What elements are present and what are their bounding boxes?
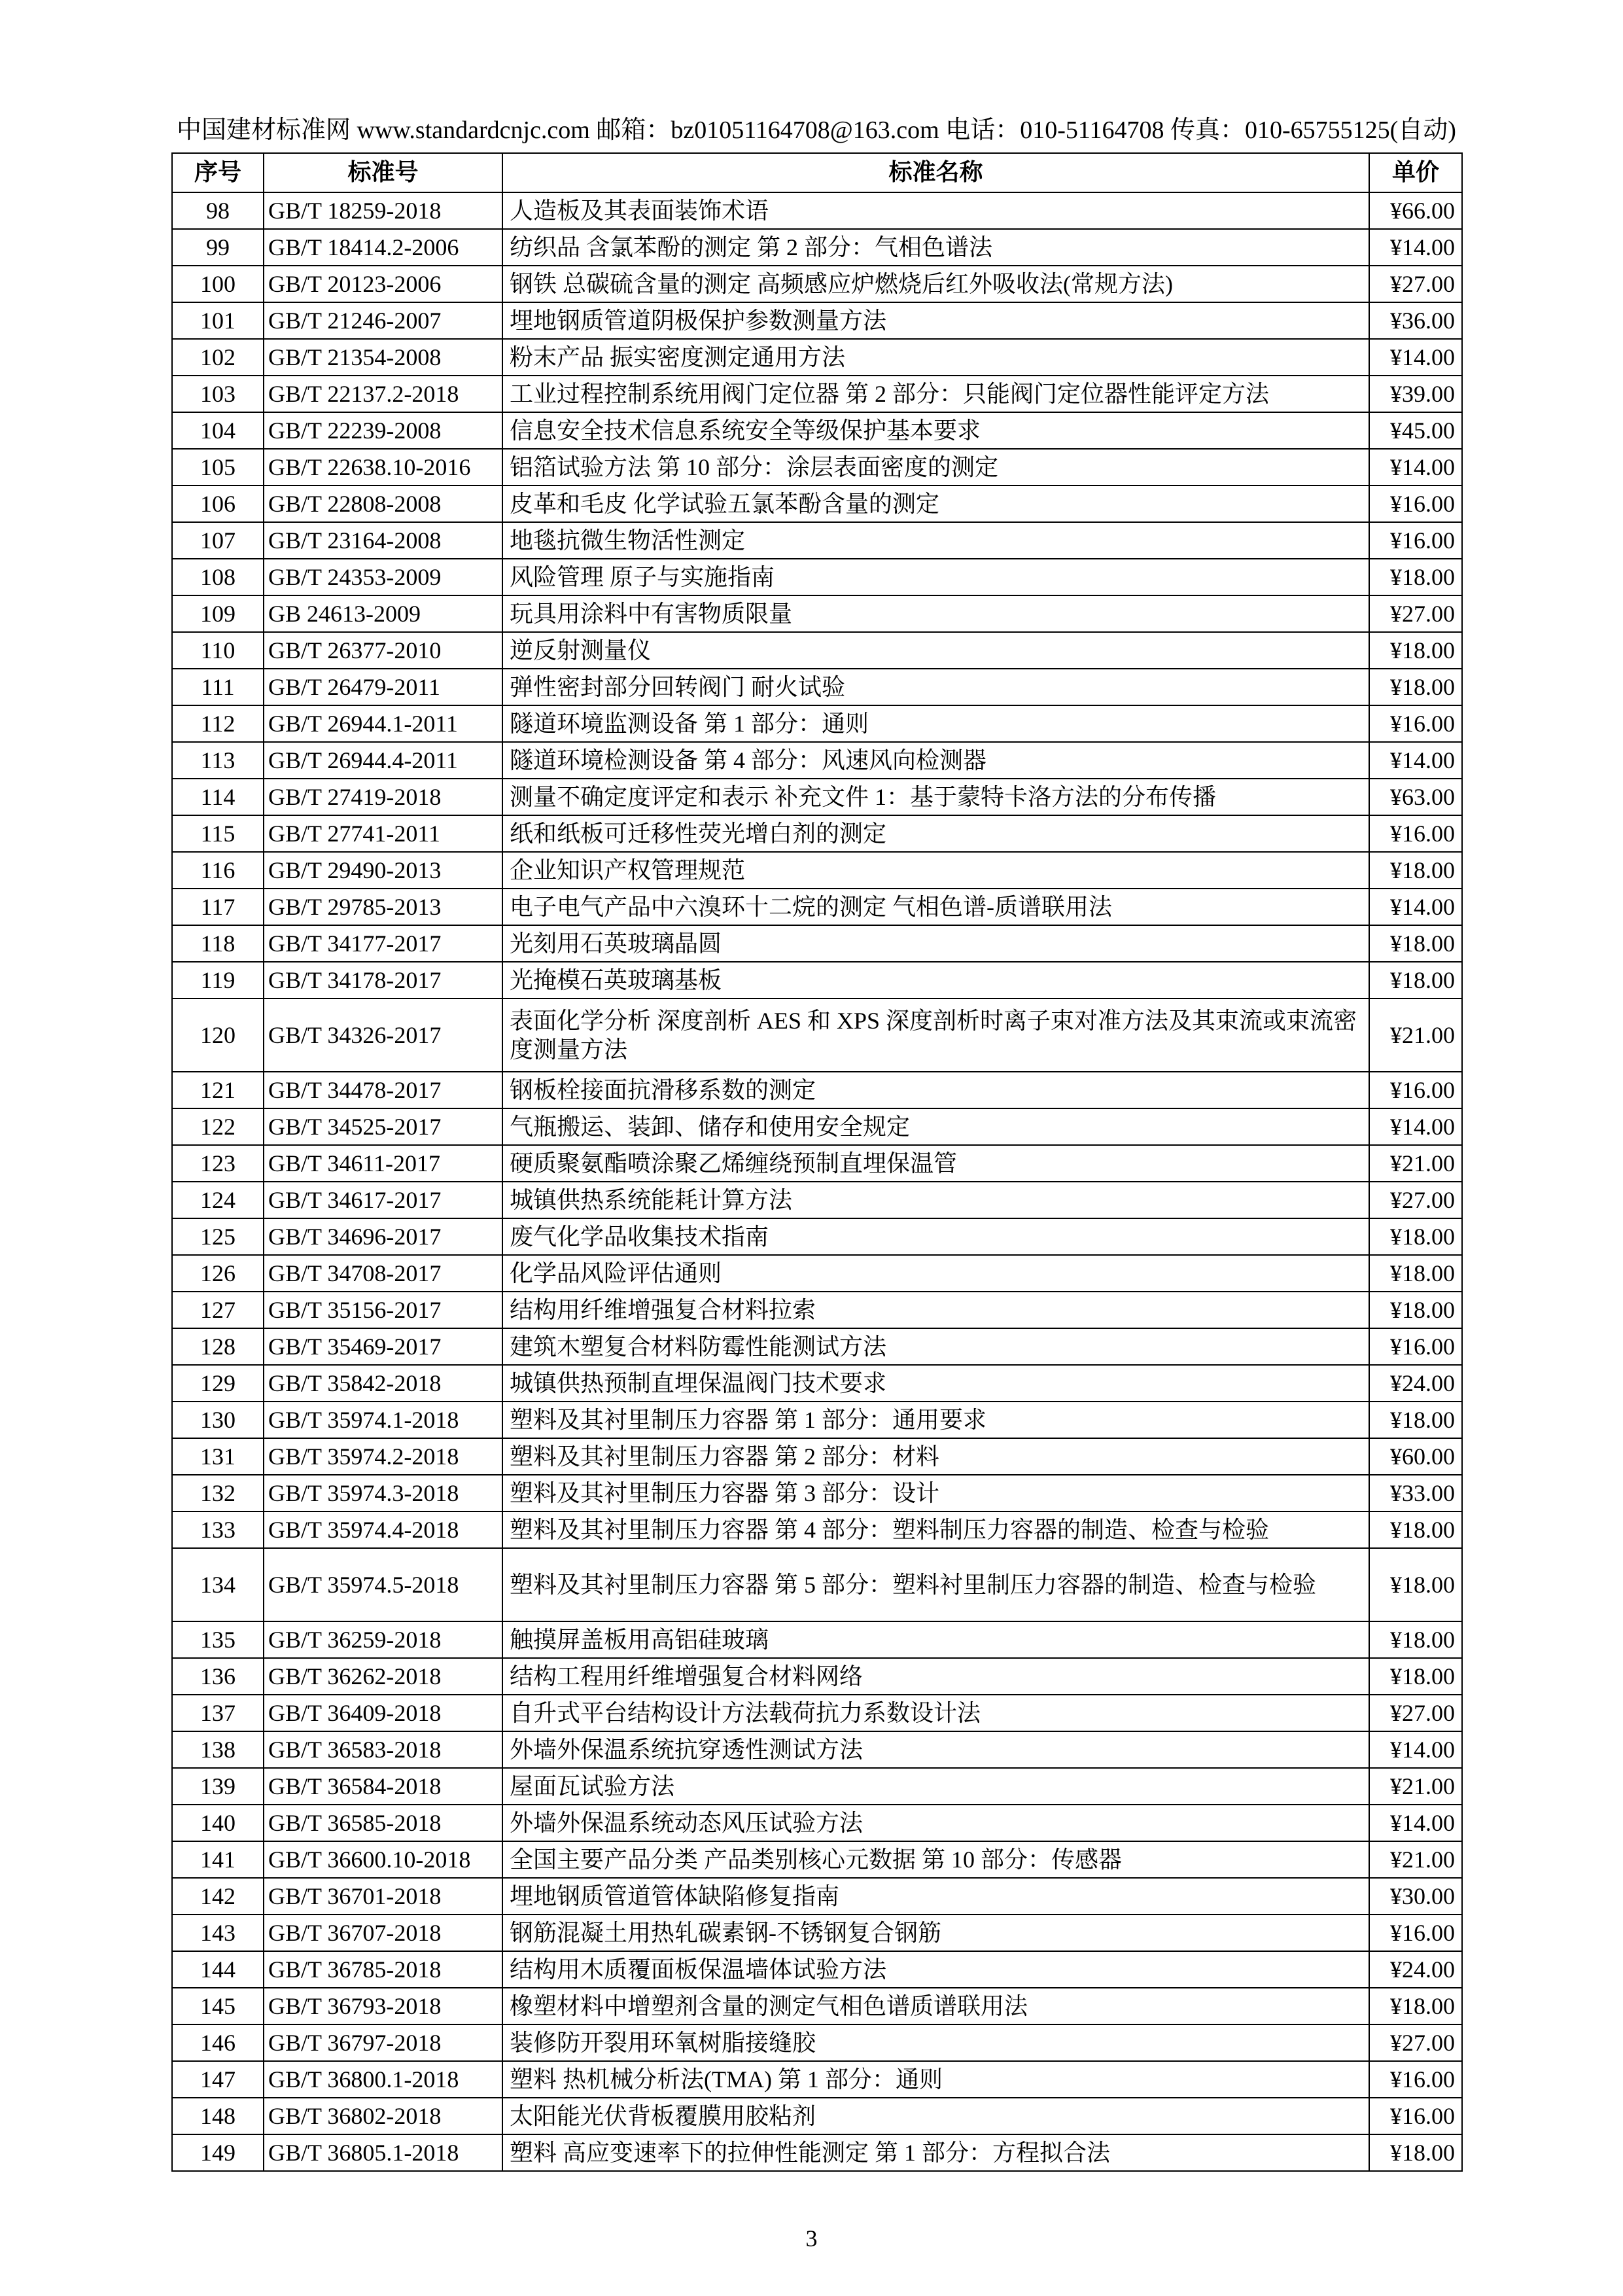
cell-price: ¥16.00 — [1369, 1328, 1462, 1365]
cell-name: 地毯抗微生物活性测定 — [502, 522, 1369, 559]
cell-price: ¥16.00 — [1369, 1915, 1462, 1951]
cell-price: ¥16.00 — [1369, 2098, 1462, 2134]
cell-code: GB/T 34478-2017 — [264, 1072, 502, 1108]
cell-code: GB/T 36785-2018 — [264, 1951, 502, 1988]
cell-seq: 109 — [172, 595, 264, 632]
cell-price: ¥18.00 — [1369, 1621, 1462, 1658]
cell-seq: 101 — [172, 302, 264, 339]
cell-code: GB/T 27419-2018 — [264, 779, 502, 815]
cell-name: 塑料及其衬里制压力容器 第 2 部分：材料 — [502, 1438, 1369, 1475]
cell-name: 信息安全技术信息系统安全等级保护基本要求 — [502, 412, 1369, 449]
cell-code: GB/T 36805.1-2018 — [264, 2134, 502, 2171]
table-row — [172, 2098, 1462, 2134]
cell-name: 建筑木塑复合材料防霉性能测试方法 — [502, 1328, 1369, 1365]
cell-price: ¥18.00 — [1369, 2134, 1462, 2171]
cell-code: GB/T 29490-2013 — [264, 852, 502, 889]
cell-seq: 134 — [172, 1548, 264, 1621]
cell-name: 塑料及其衬里制压力容器 第 3 部分：设计 — [502, 1475, 1369, 1511]
cell-price: ¥16.00 — [1369, 1072, 1462, 1108]
cell-seq: 146 — [172, 2024, 264, 2061]
page-number: 3 — [805, 2225, 818, 2252]
cell-price: ¥45.00 — [1369, 412, 1462, 449]
cell-price: ¥16.00 — [1369, 705, 1462, 742]
cell-code: GB/T 35974.3-2018 — [264, 1475, 502, 1511]
cell-name: 钢板栓接面抗滑移系数的测定 — [502, 1072, 1369, 1108]
cell-price: ¥27.00 — [1369, 1182, 1462, 1218]
cell-price: ¥63.00 — [1369, 779, 1462, 815]
cell-code: GB/T 21246-2007 — [264, 302, 502, 339]
cell-name: 自升式平台结构设计方法载荷抗力系数设计法 — [502, 1695, 1369, 1731]
cell-seq: 135 — [172, 1621, 264, 1658]
cell-price: ¥14.00 — [1369, 449, 1462, 486]
table-row — [172, 595, 1462, 632]
cell-seq: 130 — [172, 1402, 264, 1438]
cell-price: ¥18.00 — [1369, 1511, 1462, 1548]
cell-price: ¥27.00 — [1369, 595, 1462, 632]
table-row — [172, 266, 1462, 302]
table-row — [172, 449, 1462, 486]
cell-name: 化学品风险评估通则 — [502, 1255, 1369, 1292]
cell-code: GB/T 34617-2017 — [264, 1182, 502, 1218]
cell-price: ¥21.00 — [1369, 1841, 1462, 1878]
cell-price: ¥18.00 — [1369, 1218, 1462, 1255]
cell-name: 气瓶搬运、装卸、储存和使用安全规定 — [502, 1108, 1369, 1145]
cell-price: ¥21.00 — [1369, 1768, 1462, 1805]
cell-name: 钢铁 总碳硫含量的测定 高频感应炉燃烧后红外吸收法(常规方法) — [502, 266, 1369, 302]
cell-code: GB/T 36259-2018 — [264, 1621, 502, 1658]
table-row — [172, 1365, 1462, 1402]
column-header-price: 单价 — [1369, 153, 1462, 192]
cell-code: GB/T 36583-2018 — [264, 1731, 502, 1768]
cell-code: GB/T 35974.5-2018 — [264, 1548, 502, 1621]
cell-code: GB/T 36707-2018 — [264, 1915, 502, 1951]
cell-price: ¥16.00 — [1369, 522, 1462, 559]
cell-seq: 103 — [172, 376, 264, 412]
cell-code: GB/T 29785-2013 — [264, 889, 502, 925]
cell-name: 铝箔试验方法 第 10 部分：涂层表面密度的测定 — [502, 449, 1369, 486]
cell-name: 塑料 高应变速率下的拉伸性能测定 第 1 部分：方程拟合法 — [502, 2134, 1369, 2171]
cell-code: GB/T 36600.10-2018 — [264, 1841, 502, 1878]
cell-price: ¥24.00 — [1369, 1365, 1462, 1402]
cell-name: 电子电气产品中六溴环十二烷的测定 气相色谱-质谱联用法 — [502, 889, 1369, 925]
cell-code: GB/T 23164-2008 — [264, 522, 502, 559]
cell-name: 玩具用涂料中有害物质限量 — [502, 595, 1369, 632]
cell-code: GB/T 34708-2017 — [264, 1255, 502, 1292]
table-row — [172, 376, 1462, 412]
cell-seq: 147 — [172, 2061, 264, 2098]
cell-price: ¥21.00 — [1369, 998, 1462, 1072]
cell-code: GB/T 21354-2008 — [264, 339, 502, 376]
cell-code: GB/T 36262-2018 — [264, 1658, 502, 1695]
table-row — [172, 1438, 1462, 1475]
table-row — [172, 1145, 1462, 1182]
cell-name: 废气化学品收集技术指南 — [502, 1218, 1369, 1255]
cell-name: 纺织品 含氯苯酚的测定 第 2 部分：气相色谱法 — [502, 229, 1369, 266]
table-row — [172, 1475, 1462, 1511]
table-row — [172, 1621, 1462, 1658]
cell-code: GB/T 34326-2017 — [264, 998, 502, 1072]
cell-seq: 133 — [172, 1511, 264, 1548]
table-row — [172, 998, 1462, 1072]
cell-name: 测量不确定度评定和表示 补充文件 1：基于蒙特卡洛方法的分布传播 — [502, 779, 1369, 815]
table-row — [172, 1658, 1462, 1695]
cell-price: ¥39.00 — [1369, 376, 1462, 412]
cell-name: 表面化学分析 深度剖析 AES 和 XPS 深度剖析时离子束对准方法及其束流或束流密度测量方法 — [502, 998, 1369, 1072]
cell-price: ¥14.00 — [1369, 1731, 1462, 1768]
cell-price: ¥33.00 — [1369, 1475, 1462, 1511]
cell-seq: 138 — [172, 1731, 264, 1768]
cell-name: 太阳能光伏背板覆膜用胶粘剂 — [502, 2098, 1369, 2134]
cell-code: GB/T 26479-2011 — [264, 669, 502, 705]
cell-price: ¥18.00 — [1369, 632, 1462, 669]
table-row — [172, 1695, 1462, 1731]
table-row — [172, 925, 1462, 962]
table-row — [172, 705, 1462, 742]
cell-seq: 139 — [172, 1768, 264, 1805]
cell-seq: 140 — [172, 1805, 264, 1841]
table-row — [172, 1402, 1462, 1438]
cell-code: GB/T 22808-2008 — [264, 486, 502, 522]
cell-price: ¥16.00 — [1369, 815, 1462, 852]
table-row — [172, 2024, 1462, 2061]
cell-code: GB/T 18259-2018 — [264, 192, 502, 229]
cell-seq: 102 — [172, 339, 264, 376]
cell-name: 结构工程用纤维增强复合材料网络 — [502, 1658, 1369, 1695]
cell-seq: 113 — [172, 742, 264, 779]
cell-price: ¥18.00 — [1369, 559, 1462, 595]
cell-name: 风险管理 原子与实施指南 — [502, 559, 1369, 595]
table-row — [172, 1768, 1462, 1805]
cell-code: GB/T 36585-2018 — [264, 1805, 502, 1841]
cell-name: 城镇供热预制直埋保温阀门技术要求 — [502, 1365, 1369, 1402]
table-row — [172, 339, 1462, 376]
cell-price: ¥18.00 — [1369, 1548, 1462, 1621]
cell-price: ¥18.00 — [1369, 1988, 1462, 2024]
table-row — [172, 1988, 1462, 2024]
cell-code: GB/T 26377-2010 — [264, 632, 502, 669]
cell-price: ¥16.00 — [1369, 486, 1462, 522]
table-row — [172, 962, 1462, 998]
cell-name: 城镇供热系统能耗计算方法 — [502, 1182, 1369, 1218]
table-row — [172, 1805, 1462, 1841]
cell-seq: 137 — [172, 1695, 264, 1731]
cell-price: ¥14.00 — [1369, 1805, 1462, 1841]
cell-seq: 148 — [172, 2098, 264, 2134]
cell-seq: 125 — [172, 1218, 264, 1255]
cell-price: ¥18.00 — [1369, 1255, 1462, 1292]
cell-code: GB/T 22638.10-2016 — [264, 449, 502, 486]
table-row — [172, 1072, 1462, 1108]
cell-code: GB 24613-2009 — [264, 595, 502, 632]
cell-price: ¥14.00 — [1369, 1108, 1462, 1145]
cell-price: ¥66.00 — [1369, 192, 1462, 229]
cell-name: 隧道环境监测设备 第 1 部分：通则 — [502, 705, 1369, 742]
cell-name: 人造板及其表面装饰术语 — [502, 192, 1369, 229]
cell-seq: 121 — [172, 1072, 264, 1108]
cell-seq: 106 — [172, 486, 264, 522]
table-row — [172, 815, 1462, 852]
cell-price: ¥18.00 — [1369, 669, 1462, 705]
cell-name: 钢筋混凝土用热轧碳素钢-不锈钢复合钢筋 — [502, 1915, 1369, 1951]
table-row — [172, 852, 1462, 889]
table-row — [172, 229, 1462, 266]
table-row — [172, 1841, 1462, 1878]
cell-code: GB/T 36793-2018 — [264, 1988, 502, 2024]
cell-seq: 145 — [172, 1988, 264, 2024]
cell-name: 全国主要产品分类 产品类别核心元数据 第 10 部分：传感器 — [502, 1841, 1369, 1878]
cell-price: ¥21.00 — [1369, 1145, 1462, 1182]
cell-seq: 111 — [172, 669, 264, 705]
table-row — [172, 632, 1462, 669]
cell-code: GB/T 18414.2-2006 — [264, 229, 502, 266]
cell-seq: 104 — [172, 412, 264, 449]
cell-name: 外墙外保温系统动态风压试验方法 — [502, 1805, 1369, 1841]
cell-code: GB/T 34178-2017 — [264, 962, 502, 998]
cell-price: ¥27.00 — [1369, 1695, 1462, 1731]
cell-seq: 129 — [172, 1365, 264, 1402]
table-row — [172, 1108, 1462, 1145]
cell-seq: 142 — [172, 1878, 264, 1915]
cell-code: GB/T 26944.4-2011 — [264, 742, 502, 779]
cell-code: GB/T 26944.1-2011 — [264, 705, 502, 742]
cell-seq: 131 — [172, 1438, 264, 1475]
table-row — [172, 779, 1462, 815]
cell-seq: 116 — [172, 852, 264, 889]
table-header-row — [172, 153, 1462, 192]
cell-seq: 126 — [172, 1255, 264, 1292]
cell-name: 埋地钢质管道管体缺陷修复指南 — [502, 1878, 1369, 1915]
cell-name: 工业过程控制系统用阀门定位器 第 2 部分：只能阀门定位器性能评定方法 — [502, 376, 1369, 412]
table-row — [172, 742, 1462, 779]
table-row — [172, 1878, 1462, 1915]
cell-price: ¥24.00 — [1369, 1951, 1462, 1988]
cell-name: 塑料及其衬里制压力容器 第 1 部分：通用要求 — [502, 1402, 1369, 1438]
cell-seq: 132 — [172, 1475, 264, 1511]
cell-code: GB/T 24353-2009 — [264, 559, 502, 595]
cell-seq: 143 — [172, 1915, 264, 1951]
cell-seq: 105 — [172, 449, 264, 486]
cell-name: 逆反射测量仪 — [502, 632, 1369, 669]
cell-seq: 114 — [172, 779, 264, 815]
table-row — [172, 1951, 1462, 1988]
cell-name: 企业知识产权管理规范 — [502, 852, 1369, 889]
cell-seq: 123 — [172, 1145, 264, 1182]
cell-price: ¥14.00 — [1369, 889, 1462, 925]
table-row — [172, 486, 1462, 522]
cell-seq: 119 — [172, 962, 264, 998]
cell-seq: 144 — [172, 1951, 264, 1988]
cell-name: 屋面瓦试验方法 — [502, 1768, 1369, 1805]
cell-code: GB/T 22137.2-2018 — [264, 376, 502, 412]
cell-code: GB/T 35842-2018 — [264, 1365, 502, 1402]
cell-name: 塑料及其衬里制压力容器 第 5 部分：塑料衬里制压力容器的制造、检查与检验 — [502, 1548, 1369, 1621]
cell-code: GB/T 35156-2017 — [264, 1292, 502, 1328]
cell-name: 塑料 热机械分析法(TMA) 第 1 部分：通则 — [502, 2061, 1369, 2098]
cell-price: ¥30.00 — [1369, 1878, 1462, 1915]
table-row — [172, 1292, 1462, 1328]
cell-name: 隧道环境检测设备 第 4 部分：风速风向检测器 — [502, 742, 1369, 779]
cell-name: 弹性密封部分回转阀门 耐火试验 — [502, 669, 1369, 705]
cell-seq: 112 — [172, 705, 264, 742]
cell-seq: 107 — [172, 522, 264, 559]
cell-code: GB/T 35974.1-2018 — [264, 1402, 502, 1438]
cell-price: ¥27.00 — [1369, 266, 1462, 302]
table-row — [172, 1915, 1462, 1951]
cell-seq: 136 — [172, 1658, 264, 1695]
cell-name: 结构用木质覆面板保温墙体试验方法 — [502, 1951, 1369, 1988]
cell-seq: 108 — [172, 559, 264, 595]
cell-name: 粉末产品 振实密度测定通用方法 — [502, 339, 1369, 376]
cell-name: 皮革和毛皮 化学试验五氯苯酚含量的测定 — [502, 486, 1369, 522]
table-row — [172, 192, 1462, 229]
table-row — [172, 1218, 1462, 1255]
cell-name: 纸和纸板可迁移性荧光增白剂的测定 — [502, 815, 1369, 852]
cell-price: ¥14.00 — [1369, 742, 1462, 779]
cell-price: ¥14.00 — [1369, 339, 1462, 376]
table-row — [172, 1548, 1462, 1621]
cell-price: ¥16.00 — [1369, 2061, 1462, 2098]
cell-code: GB/T 35974.2-2018 — [264, 1438, 502, 1475]
cell-name: 橡塑材料中增塑剂含量的测定气相色谱质谱联用法 — [502, 1988, 1369, 2024]
cell-code: GB/T 34696-2017 — [264, 1218, 502, 1255]
cell-seq: 118 — [172, 925, 264, 962]
cell-seq: 124 — [172, 1182, 264, 1218]
column-header-name: 标准名称 — [502, 153, 1369, 192]
cell-code: GB/T 35974.4-2018 — [264, 1511, 502, 1548]
table-row — [172, 1182, 1462, 1218]
table-row — [172, 2061, 1462, 2098]
cell-code: GB/T 34611-2017 — [264, 1145, 502, 1182]
cell-code: GB/T 34177-2017 — [264, 925, 502, 962]
column-header-seq: 序号 — [172, 153, 264, 192]
cell-seq: 127 — [172, 1292, 264, 1328]
cell-seq: 99 — [172, 229, 264, 266]
table-row — [172, 1328, 1462, 1365]
table-row — [172, 302, 1462, 339]
cell-seq: 110 — [172, 632, 264, 669]
table-row — [172, 1255, 1462, 1292]
cell-name: 结构用纤维增强复合材料拉索 — [502, 1292, 1369, 1328]
table-row — [172, 1731, 1462, 1768]
table-row — [172, 522, 1462, 559]
cell-name: 光掩模石英玻璃基板 — [502, 962, 1369, 998]
cell-price: ¥18.00 — [1369, 852, 1462, 889]
table-row — [172, 412, 1462, 449]
cell-seq: 120 — [172, 998, 264, 1072]
cell-seq: 149 — [172, 2134, 264, 2171]
cell-price: ¥18.00 — [1369, 962, 1462, 998]
table-row — [172, 669, 1462, 705]
cell-price: ¥18.00 — [1369, 1402, 1462, 1438]
page-header: 中国建材标准网 www.standardcnjc.com 邮箱：bz01051164708@163.com 电话：010-51164708 传真：010-65755125(自动) — [177, 116, 1456, 144]
cell-seq: 117 — [172, 889, 264, 925]
cell-price: ¥27.00 — [1369, 2024, 1462, 2061]
table-row — [172, 889, 1462, 925]
cell-name: 触摸屏盖板用高铝硅玻璃 — [502, 1621, 1369, 1658]
cell-name: 装修防开裂用环氧树脂接缝胶 — [502, 2024, 1369, 2061]
cell-price: ¥18.00 — [1369, 925, 1462, 962]
cell-code: GB/T 27741-2011 — [264, 815, 502, 852]
cell-code: GB/T 34525-2017 — [264, 1108, 502, 1145]
cell-seq: 128 — [172, 1328, 264, 1365]
table-row — [172, 2134, 1462, 2171]
cell-seq: 98 — [172, 192, 264, 229]
table-row — [172, 559, 1462, 595]
cell-seq: 100 — [172, 266, 264, 302]
cell-price: ¥18.00 — [1369, 1658, 1462, 1695]
cell-price: ¥60.00 — [1369, 1438, 1462, 1475]
cell-code: GB/T 20123-2006 — [264, 266, 502, 302]
cell-code: GB/T 36409-2018 — [264, 1695, 502, 1731]
cell-seq: 122 — [172, 1108, 264, 1145]
cell-seq: 115 — [172, 815, 264, 852]
cell-price: ¥14.00 — [1369, 229, 1462, 266]
cell-name: 硬质聚氨酯喷涂聚乙烯缠绕预制直埋保温管 — [502, 1145, 1369, 1182]
cell-code: GB/T 36701-2018 — [264, 1878, 502, 1915]
cell-name: 塑料及其衬里制压力容器 第 4 部分：塑料制压力容器的制造、检查与检验 — [502, 1511, 1369, 1548]
cell-code: GB/T 36802-2018 — [264, 2098, 502, 2134]
cell-seq: 141 — [172, 1841, 264, 1878]
cell-price: ¥36.00 — [1369, 302, 1462, 339]
cell-code: GB/T 22239-2008 — [264, 412, 502, 449]
cell-name: 外墙外保温系统抗穿透性测试方法 — [502, 1731, 1369, 1768]
cell-code: GB/T 35469-2017 — [264, 1328, 502, 1365]
table-row — [172, 1511, 1462, 1548]
cell-code: GB/T 36800.1-2018 — [264, 2061, 502, 2098]
column-header-code: 标准号 — [264, 153, 502, 192]
cell-code: GB/T 36584-2018 — [264, 1768, 502, 1805]
cell-name: 埋地钢质管道阴极保护参数测量方法 — [502, 302, 1369, 339]
cell-code: GB/T 36797-2018 — [264, 2024, 502, 2061]
cell-price: ¥18.00 — [1369, 1292, 1462, 1328]
cell-name: 光刻用石英玻璃晶圆 — [502, 925, 1369, 962]
standards-table — [171, 152, 1463, 2172]
